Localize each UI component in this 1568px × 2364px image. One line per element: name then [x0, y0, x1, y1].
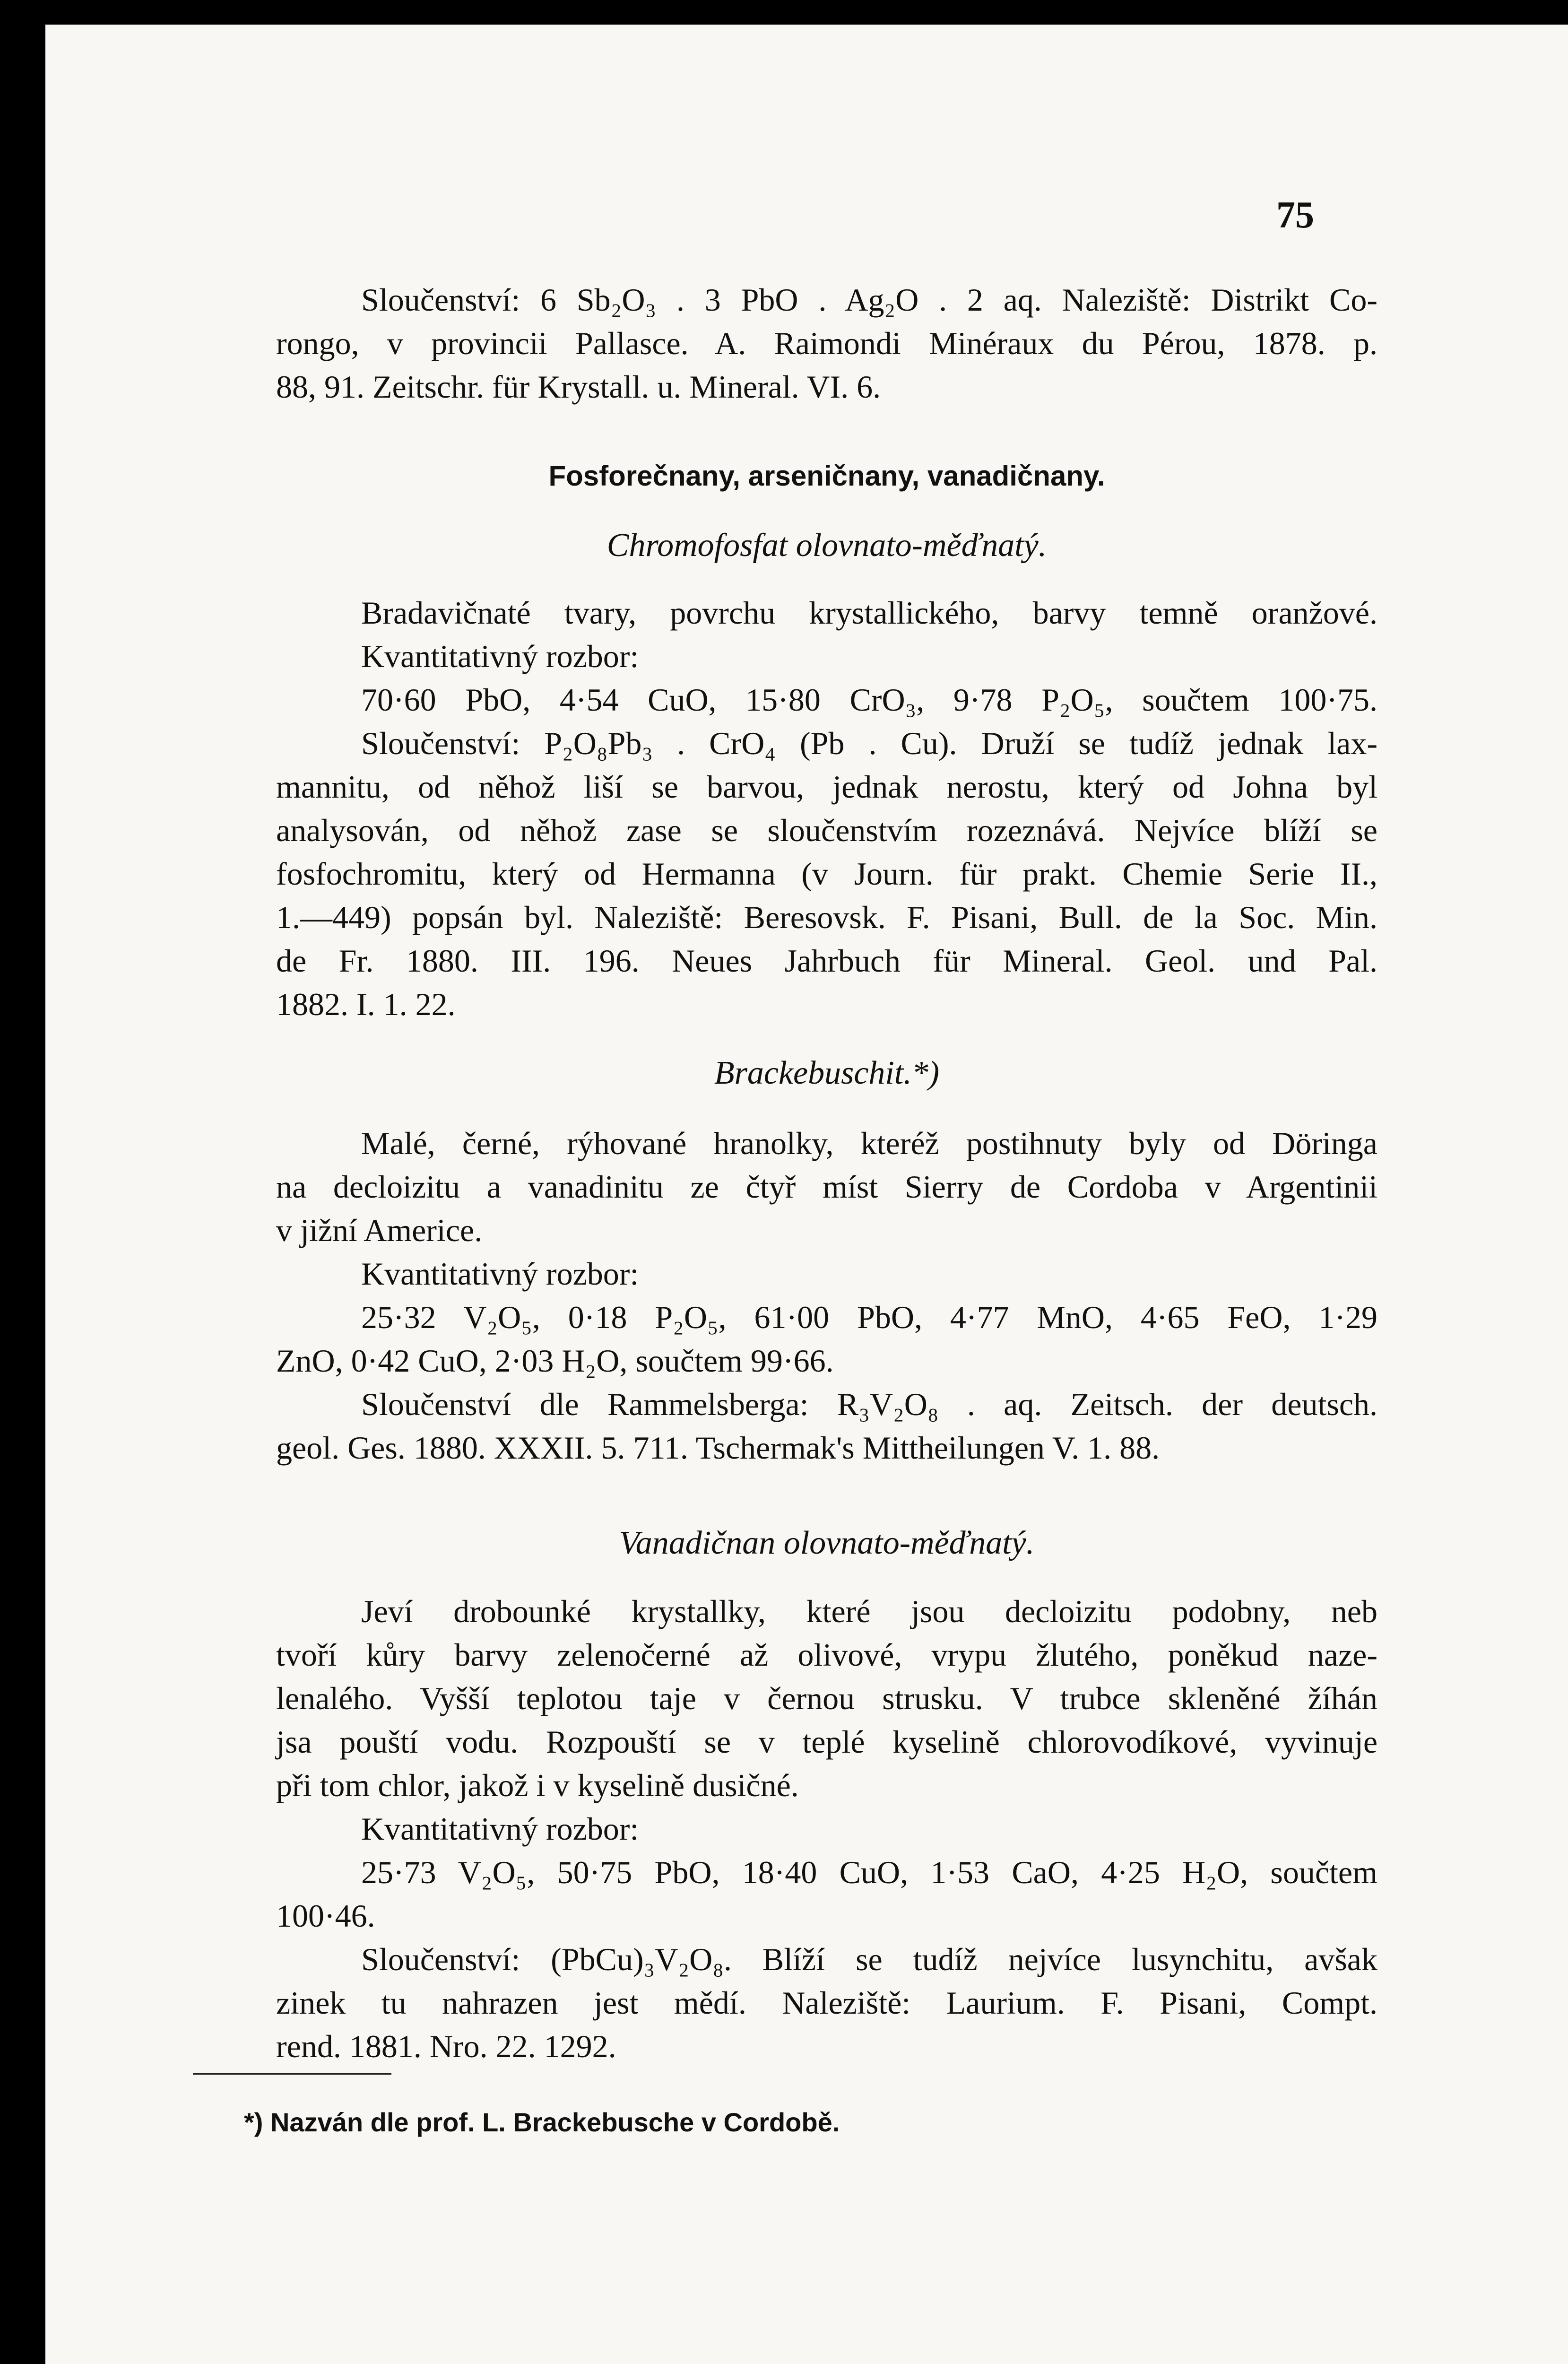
footnote: *) Nazván dle prof. L. Brackebusche v Cordobě. — [244, 2107, 840, 2137]
text-line: 70·60 PbO, 4·54 CuO, 15·80 CrO₃, 9·78 P₂O₅, součtem 100·75. — [361, 682, 1377, 718]
brackebuschit-title: Brackebuschit.*) — [714, 1055, 940, 1091]
text-line: Bradavičnaté tvary, povrchu krystallického, barvy temně oranžové. — [361, 595, 1377, 631]
text-line: 100·46. — [276, 1898, 375, 1934]
text-line: rongo, v provincii Pallasce. A. Raimondi Minéraux du Pérou, 1878. p. — [276, 325, 1377, 361]
text-line: v jižní Americe. — [276, 1212, 483, 1248]
text-line: 1.—449) popsán byl. Naleziště: Beresovsk. F. Pisani, Bull. de la Soc. Min. — [276, 899, 1377, 935]
text-line: Malé, černé, rýhované hranolky, kteréž postihnuty byly od Döringa — [361, 1125, 1377, 1161]
text-line: 25·32 V₂O₅, 0·18 P₂O₅, 61·00 PbO, 4·77 MnO, 4·65 FeO, 1·29 — [361, 1299, 1377, 1335]
text-line: Sloučenství: 6 Sb₂O₃ . 3 PbO . Ag₂O . 2 aq. Naleziště: Distrikt Co- — [361, 282, 1377, 318]
text-line: geol. Ges. 1880. XXXII. 5. 711. Tschermak's Mittheilungen V. 1. 88. — [276, 1430, 1160, 1466]
text-line: tvoří kůry barvy zelenočerné až olivové, vrypu žlutého, poněkud naze- — [276, 1637, 1377, 1673]
text-line: 25·73 V₂O₅, 50·75 PbO, 18·40 CuO, 1·53 CaO, 4·25 H₂O, součtem — [361, 1854, 1377, 1890]
vanadicnan-title: Vanadičnan olovnato-měďnatý. — [619, 1525, 1035, 1561]
brackebuschit-paragraph — [276, 1121, 1377, 1469]
text-line: de Fr. 1880. III. 196. Neues Jahrbuch für Mineral. Geol. und Pal. — [276, 943, 1377, 979]
intro-paragraph — [276, 278, 1377, 408]
text-line: fosfochromitu, který od Hermanna (v Journ. für prakt. Chemie Serie II., — [276, 856, 1377, 892]
page-number: 75 — [1276, 194, 1314, 236]
text-line: Sloučenství dle Rammelsberga: R₃V₂O₈ . aq. Zeitsch. der deutsch. — [361, 1386, 1377, 1422]
text-line: Kvantitativný rozbor: — [361, 1811, 639, 1847]
footnote-divider — [193, 2073, 391, 2075]
vanadicnan-paragraph — [276, 1590, 1377, 2068]
text-line: Sloučenství: (PbCu)₃V₂O₈. Blíží se tudíž nejvíce lusynchitu, avšak — [361, 1941, 1377, 1977]
text-line: 1882. I. 1. 22. — [276, 986, 456, 1022]
text-line: lenalého. Vyšší teplotou taje v černou strusku. V trubce skleněné žíhán — [276, 1680, 1377, 1716]
text-line: mannitu, od něhož liší se barvou, jednak nerostu, který od Johna byl — [276, 769, 1377, 805]
text-line: analysován, od něhož zase se sloučenstvím rozeznává. Nejvíce blíží se — [276, 812, 1377, 848]
text-line: Jeví drobounké krystallky, které jsou decloizitu podobny, neb — [361, 1593, 1377, 1629]
text-line: Sloučenství: P₂O₈Pb₃ . CrO₄ (Pb . Cu). Druží se tudíž jednak lax- — [361, 725, 1377, 761]
text-line: 88, 91. Zeitschr. für Krystall. u. Mineral. VI. 6. — [276, 369, 881, 405]
text-line: na decloizitu a vanadinitu ze čtyř míst Sierry de Cordoba v Argentinii — [276, 1169, 1377, 1205]
book-page — [45, 25, 1568, 2364]
text-line: Kvantitativný rozbor: — [361, 1256, 639, 1292]
chromofosfat-paragraph — [276, 591, 1377, 1026]
text-line: ZnO, 0·42 CuO, 2·03 H₂O, součtem 99·66. — [276, 1343, 834, 1379]
text-line: rend. 1881. Nro. 22. 1292. — [276, 2028, 616, 2064]
chromofosfat-title: Chromofosfat olovnato-měďnatý. — [606, 527, 1047, 564]
section-heading: Fosforečnany, arseničnany, vanadičnany. — [548, 460, 1105, 492]
text-line: zinek tu nahrazen jest mědí. Naleziště: Laurium. F. Pisani, Compt. — [276, 1985, 1377, 2021]
text-line: Kvantitativný rozbor: — [361, 638, 639, 674]
text-line: jsa pouští vodu. Rozpouští se v teplé kyselině chlorovodíkové, vyvinuje — [276, 1724, 1377, 1760]
text-line: při tom chlor, jakož i v kyselině dusičné. — [276, 1767, 799, 1803]
